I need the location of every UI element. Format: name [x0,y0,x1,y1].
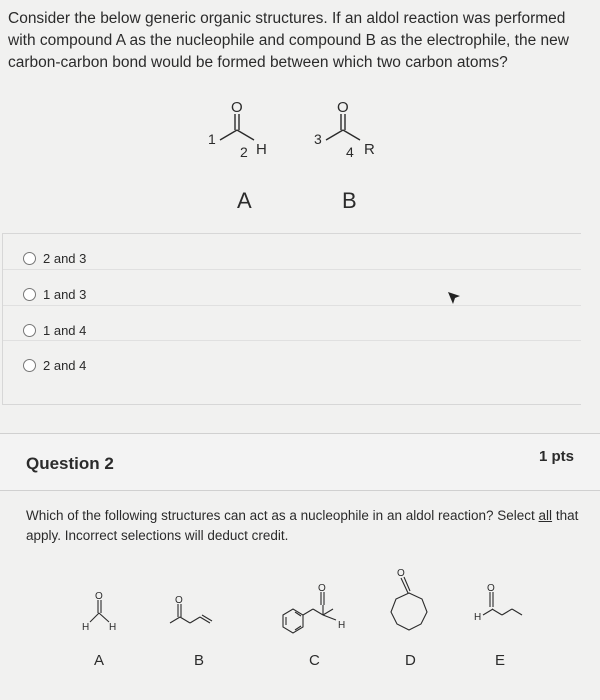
option-label: 1 and 3 [43,287,87,302]
choice-label-a: A [94,652,105,669]
answer-option-2-and-4[interactable] [23,358,86,373]
r-group-b: R [364,141,375,158]
oxygen-b: O [175,595,183,606]
oxygen-c: O [318,583,326,594]
option-label: 2 and 4 [43,358,87,373]
choice-label-b: B [194,652,205,669]
answer-option-2-and-3[interactable] [23,251,86,266]
answer-choices [2,233,581,405]
oxygen-d: O [397,568,405,579]
option-label: 2 and 3 [43,251,87,266]
question-2-title: Question 2 [26,454,114,473]
mouse-cursor-icon [447,291,461,305]
radio-button[interactable] [23,288,36,301]
oxygen-a: O [95,591,103,602]
oxygen-a: O [231,99,243,116]
choice-label-c: C [309,652,320,669]
hydrogen-a-right: H [109,622,117,633]
radio-button[interactable] [23,252,36,265]
carbon-label-3: 3 [314,131,322,147]
hydrogen-a-left: H [82,622,90,633]
oxygen-e: O [487,583,495,594]
question-2-header [0,433,600,491]
question-2-text: Which of the following structures can act as a nucleophile in an aldol reaction? Select all that apply. Incorrect selections will deduct credit. [26,508,579,543]
hydrogen-e: H [474,612,482,623]
question-2-points: 1 pts [538,448,574,465]
nucleophile-structures [0,560,600,680]
carbon-label-1: 1 [208,131,216,147]
structure-a-label: A [237,188,252,213]
choice-label-e: E [495,652,506,669]
hydrogen-a: H [256,141,267,158]
radio-button[interactable] [23,324,36,337]
choice-label-d: D [405,652,416,669]
oxygen-b: O [337,99,349,116]
carbon-label-2: 2 [240,144,248,160]
radio-button[interactable] [23,359,36,372]
hydrogen-c: H [338,620,346,631]
answer-option-1-and-3[interactable] [23,287,86,302]
carbon-label-4: 4 [346,144,354,160]
question-1-text: Consider the below generic organic structures. If an aldol reaction was performed with compound A as the nucleophile and compound B as the electrophile, the new carbon-carbon bond would be formed between which two carbon atoms? [8,10,569,71]
answer-option-1-and-4[interactable] [23,323,86,338]
option-label: 1 and 4 [43,323,87,338]
structure-b-label: B [342,188,357,213]
aldol-structures-a-b [190,92,410,217]
